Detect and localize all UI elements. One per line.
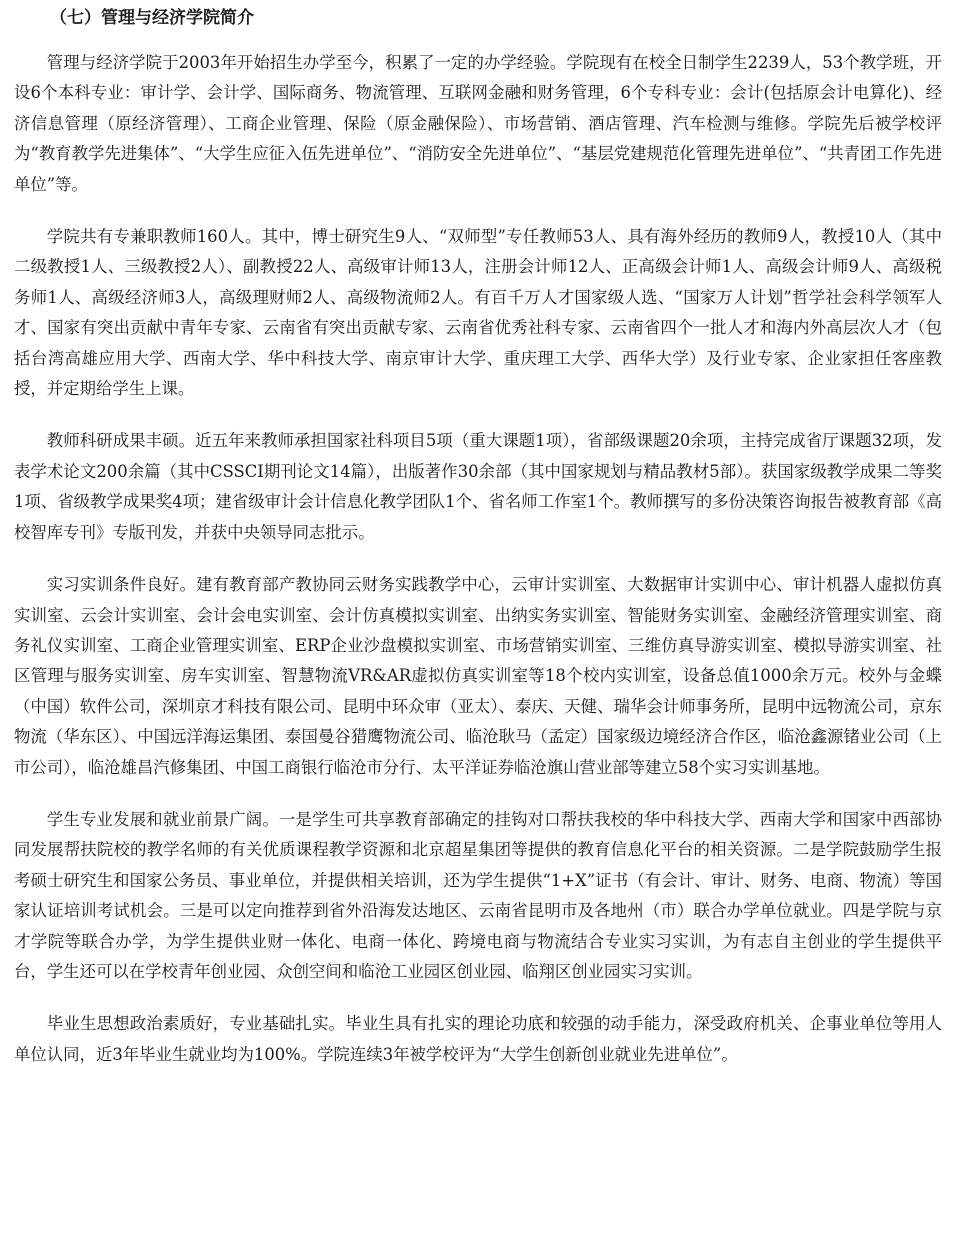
paragraph-employment: 学生专业发展和就业前景广阔。一是学生可共享教育部确定的挂钩对口帮扶我校的华中科技大学、西南大学和国家中西部协同发展帮扶院校的教学名师的有关优质课程教学资源和北京超星集团等提供的教育信息化平台的相关资源。二是学院鼓励学生报考硕士研究生和国家公务员、事业单位，并提供相关培训，还为学生提供“1+X”证书（有会计、审计、财务、电商、物流）等国家认证培训考试机会。三是可以定向推荐到省外沿海发达地区、云南省昆明市及各地州（市）联合办学单位就业。四是学院与京才学院等联合办学，为学生提供业财一体化、电商一体化、跨境电商与物流结合专业实习实训，为有志自主创业的学生提供平台，学生还可以在学校青年创业园、众创空间和临沧工业园区创业园、临翔区创业园实习实训。 [14, 809, 942, 981]
document-body [14, 6, 942, 1092]
paragraph-research: 教师科研成果丰硕。近五年来教师承担国家社科项目5项（重大课题1项），省部级课题20余项，主持完成省厅课题32项，发表学术论文200余篇（其中CSSCI期刊论文14篇），出版著作30余部（其中国家规划与精品教材5部）。获国家级教学成果二等奖1项、省级教学成果奖4项；建省级审计会计信息化教学团队1个、省名师工作室1个。教师撰写的多份决策咨询报告被教育部《高校智库专刊》专版刊发，并获中央领导同志批示。 [14, 431, 942, 542]
paragraph-training: 实习实训条件良好。建有教育部产教协同云财务实践教学中心，云审计实训室、大数据审计实训中心、审计机器人虚拟仿真实训室、云会计实训室、会计会电实训室、会计仿真模拟实训室、出纳实务实训室、智能财务实训室、金融经济管理实训室、商务礼仪实训室、工商企业管理实训室、ERP企业沙盘模拟实训室、市场营销实训室、三维仿真导游实训室、模拟导游实训室、社区管理与服务实训室、房车实训室、智慧物流VR&AR虚拟仿真实训室等18个校内实训室，设备总值1000余万元。校外与金蝶（中国）软件公司，深圳京才科技有限公司、昆明中环众审（亚太）、泰庆、天健、瑞华会计师事务所，昆明中远物流公司，京东物流（华东区）、中国远洋海运集团、泰国曼谷猎鹰物流公司、临沧耿马（孟定）国家级边境经济合作区，临沧鑫源锗业公司（上市公司），临沧雄昌汽修集团、中国工商银行临沧市分行、太平洋证券临沧旗山营业部等建立58个实习实训基地。 [14, 575, 942, 777]
section-title: （七）管理与经济学院简介 [50, 8, 254, 28]
paragraph-faculty: 学院共有专兼职教师160人。其中，博士研究生9人、“双师型”专任教师53人、具有海外经历的教师9人，教授10人（其中二级教授1人、三级教授2人）、副教授22人、高级审计师13人，注册会计师12人、正高级会计师1人、高级会计师9人、高级税务师1人、高级经济师3人，高级理财师2人、高级物流师2人。有百千万人才国家级人选、“国家万人计划”哲学社会科学领军人才、国家有突出贡献中青年专家、云南省有突出贡献专家、云南省优秀社科专家、云南省四个一批人才和海内外高层次人才（包括台湾高雄应用大学、西南大学、华中科技大学、南京审计大学、重庆理工大学、西华大学）及行业专家、企业家担任客座教授，并定期给学生上课。 [14, 227, 942, 399]
paragraph-graduates: 毕业生思想政治素质好，专业基础扎实。毕业生具有扎实的理论功底和较强的动手能力，深受政府机关、企事业单位等用人单位认同，近3年毕业生就业均为100%。学院连续3年被学校评为“大学生创新创业就业先进单位”。 [14, 1014, 942, 1064]
paragraph-overview: 管理与经济学院于2003年开始招生办学至今，积累了一定的办学经验。学院现有在校全日制学生2239人，53个教学班，开设6个本科专业：审计学、会计学、国际商务、物流管理、互联网金融和财务管理，6个专科专业：会计(包括原会计电算化)、经济信息管理（原经济管理）、工商企业管理、保险（原金融保险）、市场营销、酒店管理、汽车检测与维修。学院先后被学校评为“教育教学先进集体”、“大学生应征入伍先进单位”、“消防安全先进单位”、“基层党建规范化管理先进单位”、“共青团工作先进单位”等。 [14, 53, 942, 194]
